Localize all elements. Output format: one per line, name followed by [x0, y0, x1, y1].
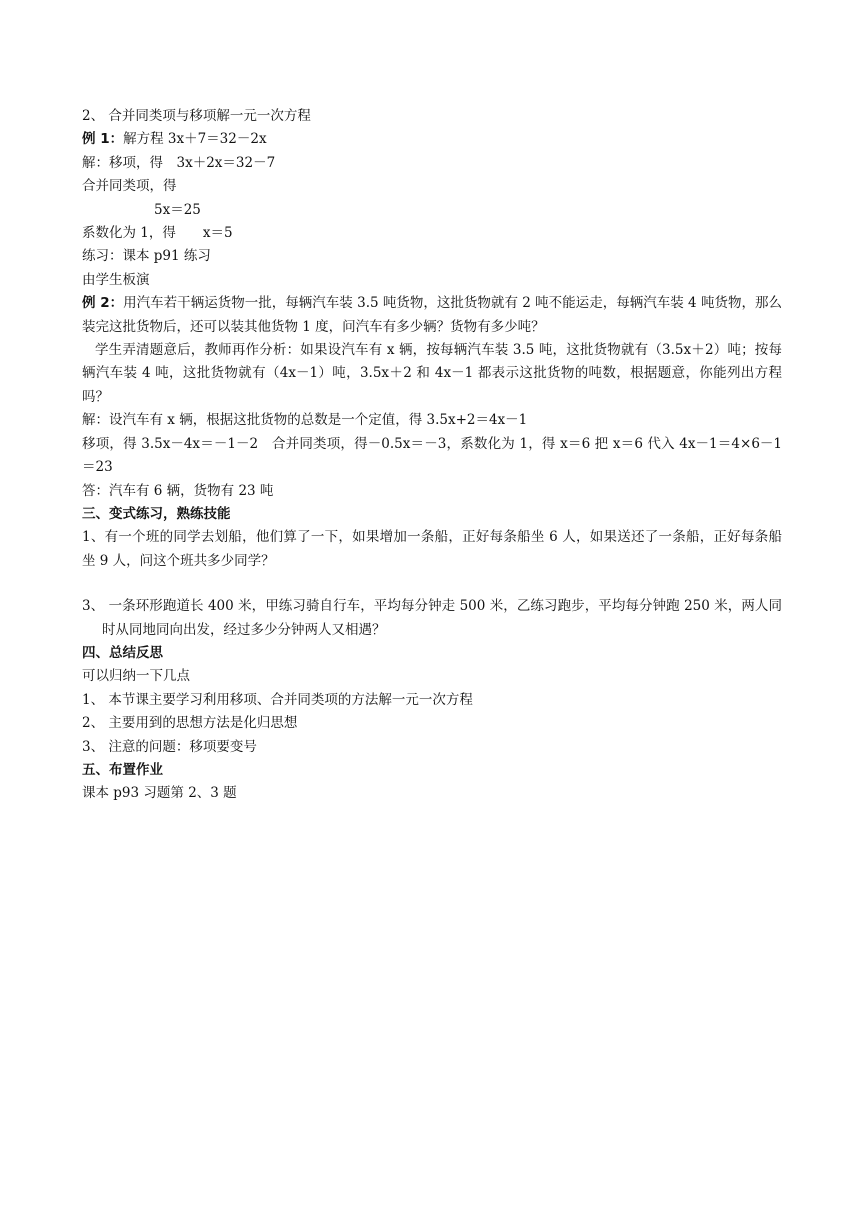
board-note: 由学生板演: [82, 271, 150, 288]
example-1-text: 解方程 3x＋7＝32－2x: [123, 131, 267, 148]
example-2-problem: [82, 292, 782, 339]
section-4-heading: 四、总结反思: [82, 644, 163, 661]
section-3-heading: 三、变式练习，熟练技能: [82, 505, 231, 522]
section-5-heading: 五、布置作业: [82, 761, 163, 778]
subsection-heading: 2、 合并同类项与移项解一元一次方程: [82, 108, 311, 124]
example-1-step-4: 系数化为 1，得 x＝5: [82, 225, 233, 242]
example-1-label: 例 1：: [82, 131, 124, 148]
example-1-step-1: 解：移项，得 3x＋2x＝32－7: [82, 154, 276, 171]
summary-item-3: 3、 注意的问题：移项要变号: [82, 738, 257, 755]
document-page: [82, 105, 782, 806]
example-1-step-3: 5x＝25: [154, 201, 201, 218]
example-2-solution-1: 解：设汽车有 x 辆，根据这批货物的总数是一个定值，得 3.5x+2＝4x－1: [82, 412, 528, 429]
homework-text: 课本 p93 习题第 2、3 题: [82, 785, 237, 802]
summary-intro: 可以归纳一下几点: [82, 668, 190, 685]
example-2-text: 用汽车若干辆运货物一批，每辆汽车装 3.5 吨货物，这批货物就有 2 吨不能运走，每辆汽车装 4 吨货物，那么装完这批货物后，还可以装其他货物 1 度，问汽车有多少辆？货物有多少吨？: [82, 295, 782, 335]
example-1-step-2: 合并同类项，得: [82, 178, 177, 195]
exercise-3: 3、 一条环形跑道长 400 米，甲练习骑自行车，平均每分钟走 500 米，乙练习跑步，平均每分钟跑 250 米，两人同时从同地同向出发，经过多少分钟两人又相遇？: [82, 598, 782, 638]
summary-item-2: 2、 主要用到的思想方法是化归思想: [82, 715, 298, 732]
practice-note: 练习：课本 p91 练习: [82, 248, 211, 265]
exercise-1: 1、有一个班的同学去划船，他们算了一下，如果增加一条船，正好每条船坐 6 人，如果送还了一条船，正好每条船坐 9 人，问这个班共多少同学？: [82, 529, 782, 569]
example-2-solution-2: 移项，得 3.5x－4x＝－1－2 合并同类项，得－0.5x＝－3，系数化为 1，得 x＝6 把 x＝6 代入 4x－1＝4×6－1＝23: [82, 435, 782, 476]
example-1-problem: [82, 128, 782, 151]
summary-item-1: 1、 本节课主要学习利用移项、合并同类项的方法解一元一次方程: [82, 691, 473, 708]
example-2-analysis: 学生弄清题意后，教师再作分析：如果设汽车有 x 辆，按每辆汽车装 3.5 吨，这批货物就有（3.5x＋2）吨；按每辆汽车装 4 吨，这批货物就有（4x－1）吨，3.5x＋2 和 4x－1 都表示这批货物的吨数，根据题意，你能列出方程吗？: [82, 342, 782, 405]
blank-gap: [82, 573, 782, 595]
example-2-answer: 答：汽车有 6 辆，货物有 23 吨: [82, 482, 274, 499]
example-2-label: 例 2：: [82, 295, 124, 312]
